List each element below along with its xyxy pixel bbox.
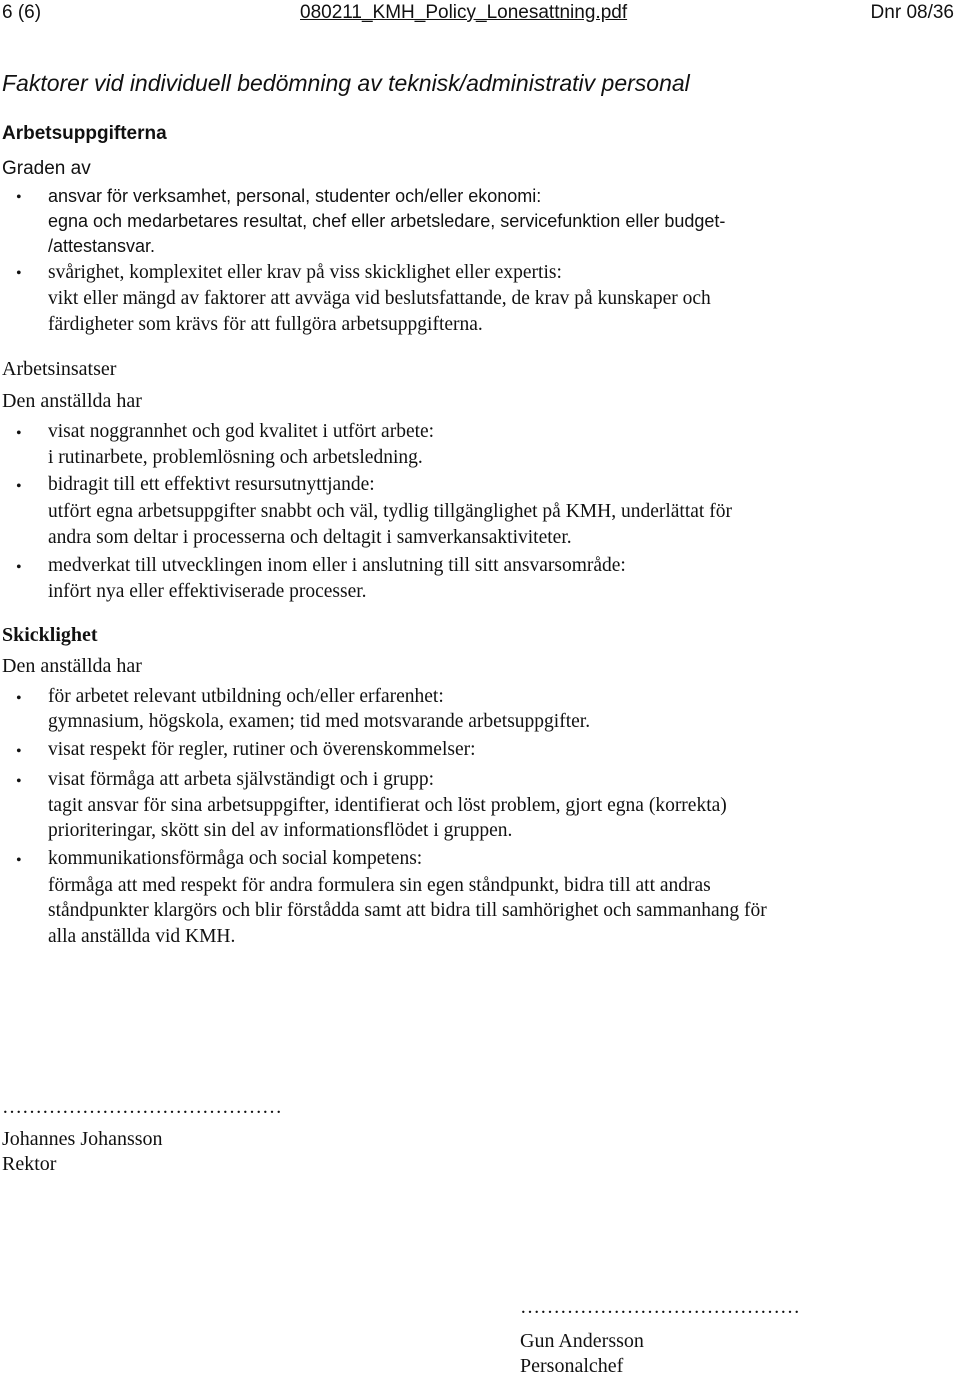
- bullet-icon: •: [16, 265, 22, 282]
- list-item-title: visat förmåga att arbeta självständigt och i grupp:: [48, 769, 435, 790]
- list-item-title: svårighet, komplexitet eller krav på viss skicklighet eller expertis:: [48, 262, 562, 283]
- list-item-text: andra som deltar i processerna och deltagit i samverkansaktiviteter.: [48, 527, 572, 548]
- list-item-text: gymnasium, högskola, examen; tid med motsvarande arbetsuppgifter.: [48, 711, 591, 732]
- list-item-text: infört nya eller effektiviserade processer.: [48, 581, 367, 602]
- bullet-icon: •: [16, 478, 22, 495]
- signatory-role: Rektor: [2, 1153, 57, 1175]
- page-header: [2, 2, 954, 26]
- section-intro: Graden av: [2, 158, 91, 179]
- list-item-text: utfört egna arbetsuppgifter snabbt och väl, tydlig tillgänglighet på KMH, underlättat för: [48, 501, 732, 522]
- list-item-text: alla anställda vid KMH.: [48, 926, 236, 947]
- list-item-title: visat respekt för regler, rutiner och överenskommelser:: [48, 739, 476, 760]
- list-item-title: för arbetet relevant utbildning och/eller erfarenhet:: [48, 686, 444, 707]
- section-heading-arbetsuppgifterna: Arbetsuppgifterna: [2, 123, 167, 144]
- list-item-title: medverkat till utvecklingen inom eller i anslutning till sitt ansvarsområde:: [48, 555, 626, 576]
- list-item-text: tagit ansvar för sina arbetsuppgifter, identifierat och löst problem, gjort egna (korrekta): [48, 795, 727, 816]
- list-item-title: ansvar för verksamhet, personal, studenter och/eller ekonomi:: [48, 186, 542, 206]
- section-intro: Den anställda har: [2, 655, 142, 677]
- bullet-icon: •: [16, 690, 22, 707]
- section-intro: Den anställda har: [2, 390, 142, 412]
- list-item-text: egna och medarbetares resultat, chef eller arbetsledare, servicefunktion eller budget-: [48, 211, 726, 231]
- section-heading-skicklighet: Skicklighet: [2, 624, 98, 646]
- signatory-name: Gun Andersson: [520, 1330, 644, 1352]
- document-reference: Dnr 08/36: [870, 2, 954, 23]
- signatory-name: Johannes Johansson: [2, 1128, 163, 1150]
- document-title: Faktorer vid individuell bedömning av teknisk/administrativ personal: [2, 70, 690, 96]
- signatory-role: Personalchef: [520, 1355, 624, 1377]
- list-item-title: bidragit till ett effektivt resursutnyttjande:: [48, 474, 375, 495]
- bullet-icon: •: [16, 773, 22, 790]
- list-item-text: i rutinarbete, problemlösning och arbetsledning.: [48, 447, 423, 468]
- bullet-icon: •: [16, 425, 22, 442]
- list-item-text: ståndpunkter klargörs och blir förstådda samt att bidra till samhörighet och sammanhang för: [48, 900, 767, 921]
- list-item-text: förmåga att med respekt för andra formulera sin egen ståndpunkt, bidra till att andras: [48, 875, 711, 896]
- list-item-text: prioriteringar, skött sin del av informationsflödet i gruppen.: [48, 820, 513, 841]
- page-number: 6 (6): [2, 2, 42, 23]
- signature-line: ……………………………………: [520, 1296, 800, 1318]
- signature-line: ……………………………………: [2, 1096, 282, 1118]
- bullet-icon: •: [16, 189, 22, 206]
- list-item-text: /attestansvar.: [48, 236, 156, 256]
- bullet-icon: •: [16, 559, 22, 576]
- bullet-icon: •: [16, 743, 22, 760]
- file-name-link[interactable]: 080211_KMH_Policy_Lonesattning.pdf: [300, 2, 628, 23]
- bullet-icon: •: [16, 852, 22, 869]
- list-item-title: visat noggrannhet och god kvalitet i utfört arbete:: [48, 421, 435, 442]
- list-item-text: vikt eller mängd av faktorer att avväga vid beslutsfattande, de krav på kunskaper och: [48, 288, 711, 309]
- section-heading-arbetsinsatser: Arbetsinsatser: [2, 358, 117, 380]
- list-item-title: kommunikationsförmåga och social kompetens:: [48, 848, 423, 869]
- list-item-text: färdigheter som krävs för att fullgöra arbetsuppgifterna.: [48, 314, 483, 335]
